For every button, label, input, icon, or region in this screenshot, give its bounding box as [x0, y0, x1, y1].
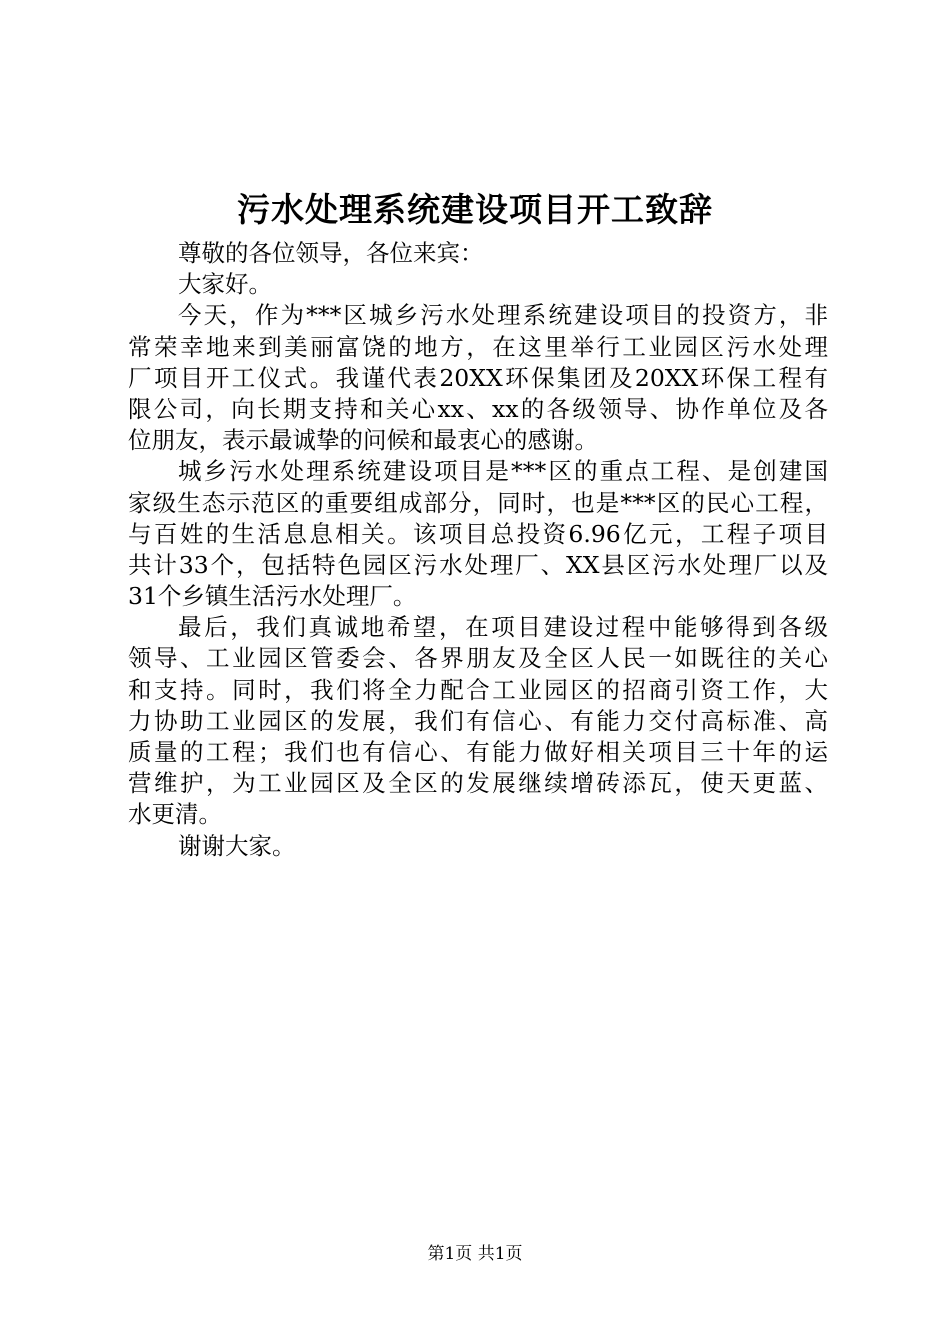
body-line: 大家好。: [178, 270, 272, 299]
body-line: 和支持。同时，我们将全力配合工业园区的招商引资工作，大: [128, 675, 828, 704]
body-line: 厂项目开工仪式。我谨代表20XX环保集团及20XX环保工程有: [128, 363, 828, 392]
body-line: 今天，作为***区城乡污水处理系统建设项目的投资方，非: [178, 301, 828, 330]
body-line: 最后，我们真诚地希望，在项目建设过程中能够得到各级: [178, 613, 828, 642]
body-line: 限公司，向长期支持和关心xx、xx的各级领导、协作单位及各: [128, 394, 828, 423]
body-line: 领导、工业园区管委会、各界朋友及全区人民一如既往的关心: [128, 644, 828, 673]
body-line: 力协助工业园区的发展，我们有信心、有能力交付高标准、高: [128, 706, 828, 735]
body-line: 共计33个，包括特色园区污水处理厂、XX县区污水处理厂以及: [128, 550, 828, 579]
body-line: 城乡污水处理系统建设项目是***区的重点工程、是创建国: [178, 457, 828, 486]
body-line: 常荣幸地来到美丽富饶的地方，在这里举行工业园区污水处理: [128, 332, 828, 361]
page-footer: 第1页 共1页: [427, 1244, 523, 1264]
document-body: [128, 238, 828, 862]
body-line: 营维护，为工业园区及全区的发展继续增砖添瓦，使天更蓝、: [128, 769, 828, 798]
body-line: 31个乡镇生活污水处理厂。: [128, 582, 417, 611]
body-line: 与百姓的生活息息相关。该项目总投资6.96亿元，工程子项目: [128, 519, 828, 548]
body-line: 家级生态示范区的重要组成部分，同时，也是***区的民心工程，: [128, 488, 828, 517]
document-title: 污水处理系统建设项目开工致辞: [237, 190, 713, 229]
body-line: 水更清。: [128, 800, 222, 829]
body-line: 谢谢大家。: [178, 831, 296, 860]
body-line: 尊敬的各位领导，各位来宾：: [178, 239, 484, 267]
body-line: 位朋友，表示最诚挚的问候和最衷心的感谢。: [128, 426, 598, 455]
body-line: 质量的工程；我们也有信心、有能力做好相关项目三十年的运: [128, 738, 828, 766]
